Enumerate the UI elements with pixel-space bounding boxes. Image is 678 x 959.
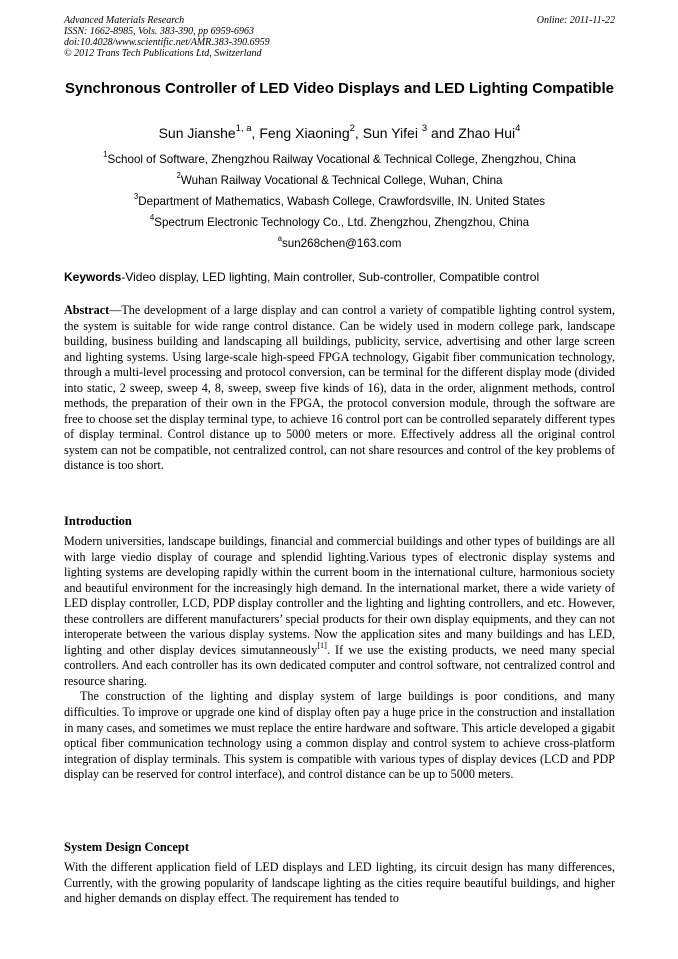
affiliation-line — [64, 149, 615, 170]
affiliation-text: Department of Mathematics, Wabash College, Crawfordsville, IN. United States — [138, 195, 546, 208]
affiliation-line — [64, 191, 615, 212]
email-line — [64, 233, 615, 254]
author-superscript: 2 — [349, 123, 355, 135]
citation-ref[interactable]: [1] — [317, 640, 327, 650]
keywords-label: Keywords — [64, 270, 122, 284]
introduction-paragraph-1 — [64, 534, 615, 689]
abstract-label: Abstract — [64, 303, 110, 317]
system-design-paragraph-1: With the different application field of LED displays and LED lighting, its circuit design has many differences, Currently, with the growing popularity of landscape lighting as the cities require beautiful buildings, and higher and higher demands on display effect. The requirement has tended to — [64, 860, 615, 906]
affiliation-text: Spectrum Electronic Technology Co., Ltd. Zhengzhou, Zhengzhou, China — [154, 216, 530, 229]
author-separator: and — [427, 125, 459, 141]
introduction-heading: Introduction — [64, 514, 132, 528]
author-separator: , — [354, 125, 363, 141]
paragraph-text: . If we use the existing products, we need many special controllers. And each controller has its own dedicated computer and control software, not centralized control and resource sharing. — [64, 642, 616, 688]
affiliation-line — [64, 170, 615, 191]
affiliation-list — [64, 149, 615, 254]
author-name: Feng Xiaoning — [259, 125, 350, 141]
author-superscript: 3 — [421, 123, 428, 135]
system-design-heading: System Design Concept — [64, 840, 189, 854]
author-list — [64, 124, 615, 142]
affiliation-marker: 1 — [103, 150, 108, 160]
affiliation-text: Wuhan Railway Vocational & Technical College, Wuhan, China — [180, 174, 503, 187]
copyright-line: © 2012 Trans Tech Publications Ltd, Switzerland — [64, 48, 262, 59]
introduction-paragraph-2: The construction of the lighting and display system of large buildings is poor conditions, and many difficulties. To improve or upgrade one kind of display often pay a huge price in the construction and installation in many cases, and sometimes we must replace the entire hardware and software. This article developed a gigabit optical fiber communication technology using a common display and control system to achieve cross-platform integration of display terminals. This system is compatible with various types of display devices (LCD and PDP display can be reserved for control interface), and control distance can be up to 5000 meters. — [64, 689, 615, 782]
author-name: Zhao Hui — [458, 125, 516, 141]
author-separator: , — [251, 125, 260, 141]
keywords — [64, 269, 615, 285]
journal-name: Advanced Materials Research — [64, 15, 185, 26]
affiliation-line — [64, 212, 615, 233]
paper-title: Synchronous Controller of LED Video Displays and LED Lighting Compatible — [65, 80, 614, 97]
affiliation-marker: 3 — [133, 192, 139, 202]
keywords-text: -Video display, LED lighting, Main controller, Sub-controller, Compatible control — [121, 270, 540, 284]
introduction-body — [64, 534, 615, 783]
issn-line: ISSN: 1662-8985, Vols. 383-390, pp 6959-6963 — [64, 26, 254, 37]
author-superscript: 4 — [515, 123, 521, 135]
online-date: Online: 2011-11-22 — [536, 15, 615, 26]
system-design-body — [64, 860, 615, 907]
affiliation-marker: 4 — [149, 213, 155, 223]
paragraph-text: Modern universities, landscape buildings, financial and commercial buildings and other types of buildings are all with large viedio display of courage and splendid lighting.Various types of electronic display systems and lighting systems are developing rapidly within the current boom in the international culture, harmonious society and beautiful environment for the increasingly high demand. In the international market, there a wide variety of LED display controller, LCD, PDP display controller and the lighting and lighting controllers, and etc. However, these controllers are different manufacturers’ special products for their own display equipments, and they can not interoperate between the various display systems. Now the application sites and many buildings and has LED, lighting and other display devices simutanneously — [64, 534, 615, 657]
abstract — [64, 303, 615, 474]
abstract-text: —The development of a large display and can control a variety of compatible lighting control system, the system is suitable for wide range control distance. Can be widely used in modern college park, landscape building, business building and landscaping all buildings, publicity, service, advertising and other large screen and lighting systems. Using large-scale high-speed FPGA technology, Gigabit fiber communication technology, through a multi-level processing and protocol conversion, can be terminal for the different display mode (divided into static, 2 sweep, sweep 4, 8, sweep, sweep five kinds of 16), data in the order, alignment methods, control methods, the preparation of their own in the FPGA, the protocol conversion module, through the software are free to choose set the display terminal type, to achieve 16 control port can be controlled separately different types of display terminal. Control distance up to 5000 meters or more. Effectively address all the original control system can not be compatible, not centralized control, can not share resources and control of the key problems of distance is too short. — [64, 303, 615, 473]
author-name: Sun Jianshe — [158, 125, 236, 141]
author-superscript: 1, a — [235, 123, 252, 135]
affiliation-text: School of Software, Zhengzhou Railway Vocational & Technical College, Zhengzhou, China — [107, 153, 576, 166]
author-name: Sun Yifei — [362, 125, 422, 141]
affiliation-marker: 2 — [176, 171, 181, 181]
email-link[interactable]: sun268chen@163.com — [281, 237, 402, 250]
journal-header — [64, 15, 615, 59]
email-marker: a — [277, 234, 282, 244]
doi-line: doi:10.4028/www.scientific.net/AMR.383-390.6959 — [64, 37, 270, 48]
